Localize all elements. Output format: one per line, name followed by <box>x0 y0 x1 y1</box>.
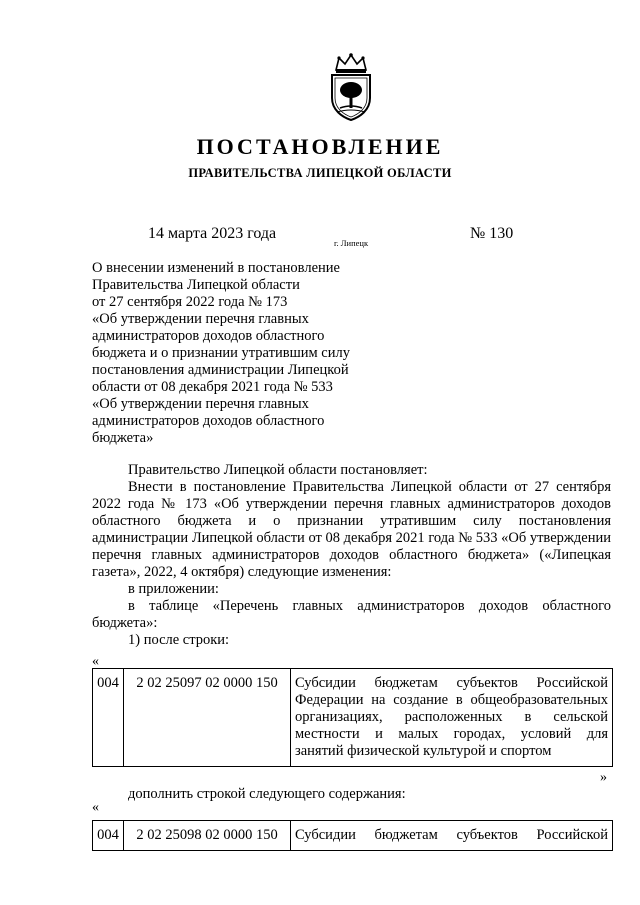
heading-line: от 27 сентября 2022 года № 173 <box>92 294 288 310</box>
description-line: организациях, расположенных в сельской <box>295 709 608 725</box>
document-heading <box>92 260 392 447</box>
body-paragraph: в приложении: <box>128 581 219 597</box>
body-paragraph: Правительство Липецкой области постановляет: <box>128 462 428 478</box>
description-line: Субсидии бюджетам субъектов Российской <box>295 827 608 843</box>
heading-line: бюджета» <box>92 430 154 446</box>
quote-open-mark: « <box>92 800 99 815</box>
document-title: ПОСТАНОВЛЕНИЕ <box>196 134 444 159</box>
document-number: № 130 <box>470 225 514 242</box>
budget-code-cell: 2 02 25097 02 0000 150 <box>124 669 291 767</box>
document-subtitle: ПРАВИТЕЛЬСТВА ЛИПЕЦКОЙ ОБЛАСТИ <box>188 166 452 180</box>
coat-of-arms-icon <box>326 52 376 122</box>
description-cell <box>291 821 613 851</box>
heading-line: администраторов доходов областного <box>92 413 325 429</box>
heading-line: области от 08 декабря 2021 года № 533 <box>92 379 333 395</box>
heading-line: О внесении изменений в постановление <box>92 260 340 276</box>
budget-row-table <box>92 820 613 851</box>
heading-line: бюджета и о признании утратившим силу <box>92 345 350 361</box>
quote-close-mark: » <box>600 770 607 785</box>
heading-line: постановления администрации Липецкой <box>92 362 349 378</box>
admin-code-cell: 004 <box>93 669 124 767</box>
heading-line: «Об утверждении перечня главных <box>92 311 309 327</box>
document-body <box>92 462 611 649</box>
description-cell <box>291 669 613 767</box>
budget-row-table <box>92 668 613 767</box>
heading-line: Правительства Липецкой области <box>92 277 300 293</box>
document-date: 14 марта 2023 года <box>148 225 277 242</box>
document-city: г. Липецк <box>334 238 369 248</box>
budget-code-cell: 2 02 25098 02 0000 150 <box>124 821 291 851</box>
admin-code-cell: 004 <box>93 821 124 851</box>
body-paragraph: Внести в постановление Правительства Липецкой области от 27 сентября 2022 года № 173 «Об утверждении перечня главных администраторов доходов областного бюджета и о признании утратившим силу постановления администрации Липецкой области от 08 декабря 2021 года № 533 «Об утверждении перечня главных администраторов доходов областного бюджета» («Липецкая газета», 2022, 4 октября) следующие изменения: <box>92 479 611 580</box>
quote-open-mark: « <box>92 654 99 669</box>
body-paragraph: 1) после строки: <box>128 632 230 648</box>
heading-line: администраторов доходов областного <box>92 328 325 344</box>
table-row <box>93 669 613 767</box>
description-line: Федерации на создание в общеобразовательных <box>295 692 608 708</box>
description-line: местности и малых городах, условий для <box>295 726 608 742</box>
body-paragraph: в таблице «Перечень главных администраторов доходов областного бюджета»: <box>92 598 611 631</box>
append-instruction: дополнить строкой следующего содержания: <box>128 786 406 802</box>
heading-line: «Об утверждении перечня главных <box>92 396 309 412</box>
description-line: занятий физической культурой и спортом <box>295 743 552 759</box>
description-line: Субсидии бюджетам субъектов Российской <box>295 675 608 691</box>
table-row <box>93 821 613 851</box>
